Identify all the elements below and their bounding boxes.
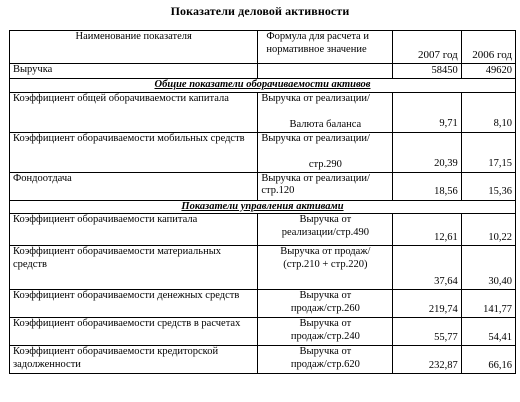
- row-value-2006: 17,15: [461, 132, 515, 172]
- formula-line: продаж/стр.240: [290, 330, 360, 342]
- section-row: [10, 200, 516, 214]
- formula-line: (стр.210 + стр.220): [283, 258, 368, 270]
- formula-line: Выручка от: [299, 290, 352, 301]
- row-name: Фондоотдача: [10, 172, 258, 200]
- row-formula: [258, 172, 393, 200]
- row-value-2006: 66,16: [461, 346, 515, 374]
- table-row: [10, 132, 516, 172]
- row-name: Коэффициент оборачиваемости средств в расчетах: [10, 318, 258, 346]
- formula-line: Выручка от реализации/: [261, 172, 370, 184]
- business-activity-table: [9, 30, 516, 374]
- row-value-2007: 9,71: [393, 92, 461, 132]
- table-header-row: [10, 31, 516, 64]
- formula-line: Выручка от реализации/: [261, 92, 370, 104]
- header-formula-line1: Формула для расчета и: [266, 31, 369, 42]
- table-row: [10, 246, 516, 290]
- row-value-2006: 30,40: [461, 246, 515, 290]
- header-year-2006: 2006 год: [461, 31, 515, 64]
- section-title: Общие показатели оборачиваемости активов: [10, 79, 516, 93]
- formula-line: продаж/стр.260: [290, 302, 360, 314]
- formula-line: стр.120: [261, 185, 295, 196]
- row-formula: [258, 92, 393, 132]
- formula-line: Выручка от: [299, 346, 352, 357]
- row-value-2006: 54,41: [461, 318, 515, 346]
- row-name: Выручка: [10, 64, 258, 79]
- formula-line: Выручка от: [299, 318, 352, 329]
- row-value-2007: 12,61: [393, 214, 461, 246]
- formula-line: реализации/стр.490: [281, 226, 369, 238]
- formula-line: Выручка от продаж/: [280, 246, 371, 257]
- page-title: Показатели деловой активности: [170, 4, 350, 18]
- row-formula: [258, 246, 393, 290]
- row-formula: [258, 132, 393, 172]
- row-formula: [258, 214, 393, 246]
- row-value-2006: 10,22: [461, 214, 515, 246]
- row-formula: [258, 346, 393, 374]
- row-name: Коэффициент общей оборачиваемости капитала: [10, 92, 258, 132]
- row-name: Коэффициент оборачиваемости материальных средств: [10, 246, 258, 290]
- formula-line: Валюта баланса: [289, 119, 362, 130]
- section-title: Показатели управления активами: [10, 200, 516, 214]
- row-name: Коэффициент оборачиваемости кредиторской задолженности: [10, 346, 258, 374]
- header-formula: [258, 31, 393, 64]
- row-value-2007: 37,64: [393, 246, 461, 290]
- row-formula: [258, 290, 393, 318]
- formula-line: продаж/стр.620: [290, 358, 360, 370]
- header-formula-line2: нормативное значение: [266, 43, 367, 55]
- row-value-2007: 55,77: [393, 318, 461, 346]
- row-value-2007: 219,74: [393, 290, 461, 318]
- table-row: [10, 214, 516, 246]
- table-row: [10, 64, 516, 79]
- row-value-2006: 141,77: [461, 290, 515, 318]
- row-value-2007: 58450: [393, 64, 461, 79]
- header-year-2007: 2007 год: [393, 31, 461, 64]
- row-value-2006: 8,10: [461, 92, 515, 132]
- row-value-2007: 18,56: [393, 172, 461, 200]
- section-row: [10, 79, 516, 93]
- row-name: Коэффициент оборачиваемости мобильных средств: [10, 132, 258, 172]
- table-row: [10, 290, 516, 318]
- formula-line: стр.290: [308, 159, 342, 170]
- row-formula: [258, 64, 393, 79]
- header-name: Наименование показателя: [10, 31, 258, 64]
- row-value-2006: 49620: [461, 64, 515, 79]
- row-value-2006: 15,36: [461, 172, 515, 200]
- formula-line: Выручка от реализации/: [261, 132, 370, 144]
- row-name: Коэффициент оборачиваемости капитала: [10, 214, 258, 246]
- row-value-2007: 20,39: [393, 132, 461, 172]
- table-row: [10, 92, 516, 132]
- formula-line: Выручка от: [299, 214, 352, 225]
- row-value-2007: 232,87: [393, 346, 461, 374]
- table-row: [10, 318, 516, 346]
- table-row: [10, 172, 516, 200]
- row-formula: [258, 318, 393, 346]
- row-name: Коэффициент оборачиваемости денежных средств: [10, 290, 258, 318]
- table-row: [10, 346, 516, 374]
